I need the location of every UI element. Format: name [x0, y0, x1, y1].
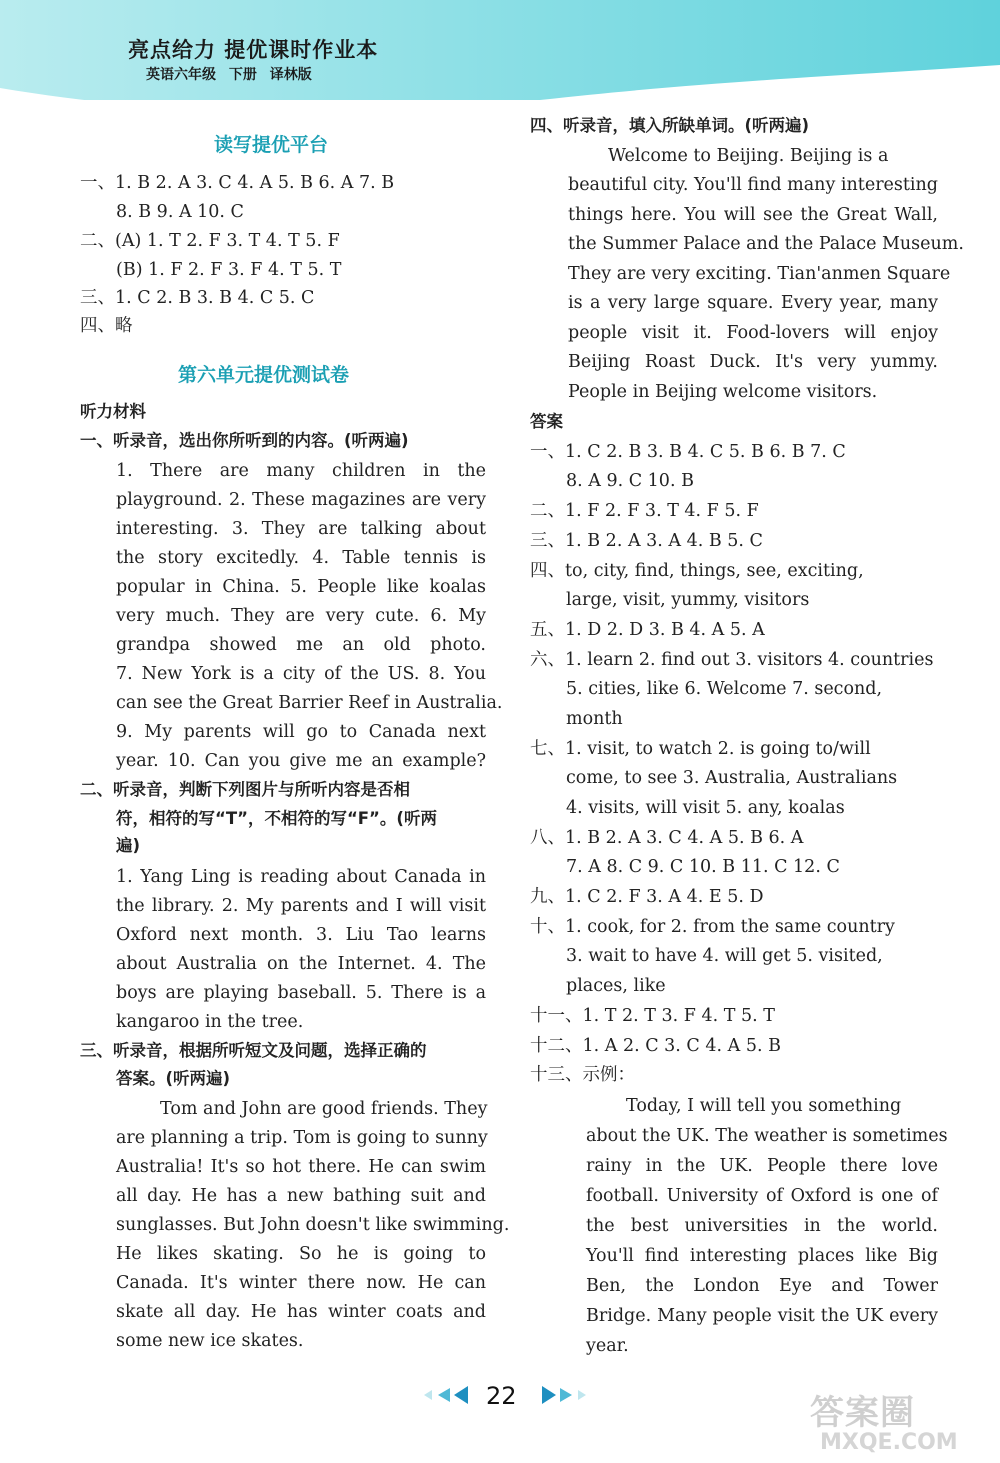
section-title-reading-writing: 读写提优平台 — [214, 134, 329, 156]
rw-answer-line: 二、(A) 1. T 2. F 3. T 4. T 5. F — [80, 231, 340, 251]
answer-line: month — [566, 709, 623, 729]
text-line: Beijing Roast Duck. It's very yummy. — [568, 352, 938, 372]
question-heading: 四、听录音，填入所缺单词。(听两遍) — [530, 116, 810, 135]
essay-line: year. — [586, 1336, 629, 1356]
question-heading: 答案。(听两遍) — [116, 1069, 231, 1088]
question-heading: 遍) — [116, 836, 141, 855]
answer-line: come, to see 3. Australia, Australians — [566, 768, 898, 788]
text-line: Tom and John are good friends. They — [160, 1099, 488, 1119]
text-line: kangaroo in the tree. — [116, 1012, 304, 1032]
question-heading: 三、听录音，根据所听短文及问题，选择正确的 — [80, 1041, 427, 1060]
brand-title: 亮点给力 提优课时作业本 — [128, 38, 379, 62]
answer-line: 七、1. visit, to watch 2. is going to/will — [530, 739, 871, 759]
question-heading: 符，相符的写“T”，不相符的写“F”。(听两 — [116, 809, 437, 828]
text-line: interesting. 3. They are talking about — [116, 519, 486, 539]
answer-line: 5. cities, like 6. Welcome 7. second, — [566, 679, 883, 699]
answer-line: 8. A 9. C 10. B — [566, 471, 694, 491]
text-line: very much. They are very cute. 6. My — [116, 606, 486, 626]
rw-answer-line: 8. B 9. A 10. C — [116, 202, 244, 222]
essay-line: rainy in the UK. People there love — [586, 1156, 938, 1176]
question-heading: 二、听录音，判断下列图片与所听内容是否相 — [80, 780, 410, 799]
answer-line: 一、1. C 2. B 3. B 4. C 5. B 6. B 7. C — [530, 442, 846, 462]
prev-arrows-icon — [424, 1386, 468, 1404]
answer-line: 二、1. F 2. F 3. T 4. F 5. F — [530, 501, 759, 521]
text-line: things here. You will see the Great Wall, — [568, 205, 938, 225]
text-line: 1. Yang Ling is reading about Canada in — [116, 867, 486, 887]
answer-line: 六、1. learn 2. find out 3. visitors 4. countries — [530, 650, 934, 670]
text-line: Welcome to Beijing. Beijing is a — [608, 146, 889, 166]
text-line: all day. He has a new bathing suit and — [116, 1186, 486, 1206]
text-line: Canada. It's winter there now. He can — [116, 1273, 486, 1293]
text-line: They are very exciting. Tian'anmen Square — [568, 264, 951, 284]
answers-label: 答案 — [530, 412, 563, 431]
answer-line: 4. visits, will visit 5. any, koalas — [566, 798, 845, 818]
page-number: 22 — [486, 1382, 517, 1410]
answer-line: 十三、示例： — [530, 1065, 635, 1085]
text-line: year. 10. Can you give me an example? — [116, 751, 486, 771]
text-line: can see the Great Barrier Reef in Australia. — [116, 693, 503, 713]
text-line: 1. There are many children in the — [116, 461, 486, 481]
text-line: about Australia on the Internet. 4. The — [116, 954, 486, 974]
answer-line: 九、1. C 2. F 3. A 4. E 5. D — [530, 887, 764, 907]
answer-line: 十二、1. A 2. C 3. C 4. A 5. B — [530, 1036, 781, 1056]
text-line: Oxford next month. 3. Liu Tao learns — [116, 925, 486, 945]
essay-line: the best universities in the world. — [586, 1216, 938, 1236]
rw-answer-line: 三、1. C 2. B 3. B 4. C 5. C — [80, 288, 315, 308]
text-line: 7. New York is a city of the US. 8. You — [116, 664, 486, 684]
rw-answer-line: 四、略 — [80, 316, 133, 336]
section-title-unit-six-test: 第六单元提优测试卷 — [178, 364, 350, 386]
answer-line: 八、1. B 2. A 3. C 4. A 5. B 6. A — [530, 828, 804, 848]
text-line: grandpa showed me an old photo. — [116, 635, 486, 655]
text-line: People in Beijing welcome visitors. — [568, 382, 878, 402]
text-line: the story excitedly. 4. Table tennis is — [116, 548, 486, 568]
brand-subtitle: 英语六年级 下册 译林版 — [146, 67, 312, 83]
essay-line: football. University of Oxford is one of — [586, 1186, 938, 1206]
next-arrows-icon — [542, 1386, 586, 1404]
text-line: 9. My parents will go to Canada next — [116, 722, 486, 742]
watermark-logo: 答案圈 — [810, 1393, 915, 1433]
rw-answer-line: 一、1. B 2. A 3. C 4. A 5. B 6. A 7. B — [80, 173, 395, 193]
text-line: is a very large square. Every year, many — [568, 293, 938, 313]
rw-answer-line: (B) 1. F 2. F 3. F 4. T 5. T — [116, 260, 342, 280]
answer-line: 3. wait to have 4. will get 5. visited, — [566, 946, 883, 966]
answer-line: 7. A 8. C 9. C 10. B 11. C 12. C — [566, 857, 840, 877]
essay-line: You'll find interesting places like Big — [586, 1246, 938, 1266]
answer-line: 十一、1. T 2. T 3. F 4. T 5. T — [530, 1006, 775, 1026]
answer-line: 十、1. cook, for 2. from the same country — [530, 917, 895, 937]
answer-line: large, visit, yummy, visitors — [566, 590, 810, 610]
essay-line: Bridge. Many people visit the UK every — [586, 1306, 938, 1326]
text-line: boys are playing baseball. 5. There is a — [116, 983, 486, 1003]
text-line: beautiful city. You'll find many interesting — [568, 175, 938, 195]
text-line: He likes skating. So he is going to — [116, 1244, 486, 1264]
text-line: skate all day. He has winter coats and — [116, 1302, 486, 1322]
answer-line: 三、1. B 2. A 3. A 4. B 5. C — [530, 531, 763, 551]
essay-line: about the UK. The weather is sometimes — [586, 1126, 948, 1146]
text-line: the library. 2. My parents and I will visit — [116, 896, 486, 916]
text-line: sunglasses. But John doesn't like swimming. — [116, 1215, 510, 1235]
essay-line: Ben, the London Eye and Tower — [586, 1276, 938, 1296]
watermark-url: MXQE.COM — [820, 1430, 958, 1455]
text-line: Australia! It's so hot there. He can swim — [116, 1157, 486, 1177]
text-line: are planning a trip. Tom is going to sunny — [116, 1128, 488, 1148]
text-line: people visit it. Food-lovers will enjoy — [568, 323, 938, 343]
essay-line: Today, I will tell you something — [626, 1096, 902, 1116]
text-line: popular in China. 5. People like koalas — [116, 577, 486, 597]
answer-line: 五、1. D 2. D 3. B 4. A 5. A — [530, 620, 765, 640]
text-line: playground. 2. These magazines are very — [116, 490, 486, 510]
answer-line: places, like — [566, 976, 666, 996]
answer-line: 四、to, city, find, things, see, exciting, — [530, 561, 864, 581]
question-heading: 一、听录音，选出你所听到的内容。(听两遍) — [80, 431, 409, 450]
text-line: some new ice skates. — [116, 1331, 304, 1351]
listening-material-label: 听力材料 — [80, 402, 146, 421]
text-line: the Summer Palace and the Palace Museum. — [568, 234, 964, 254]
